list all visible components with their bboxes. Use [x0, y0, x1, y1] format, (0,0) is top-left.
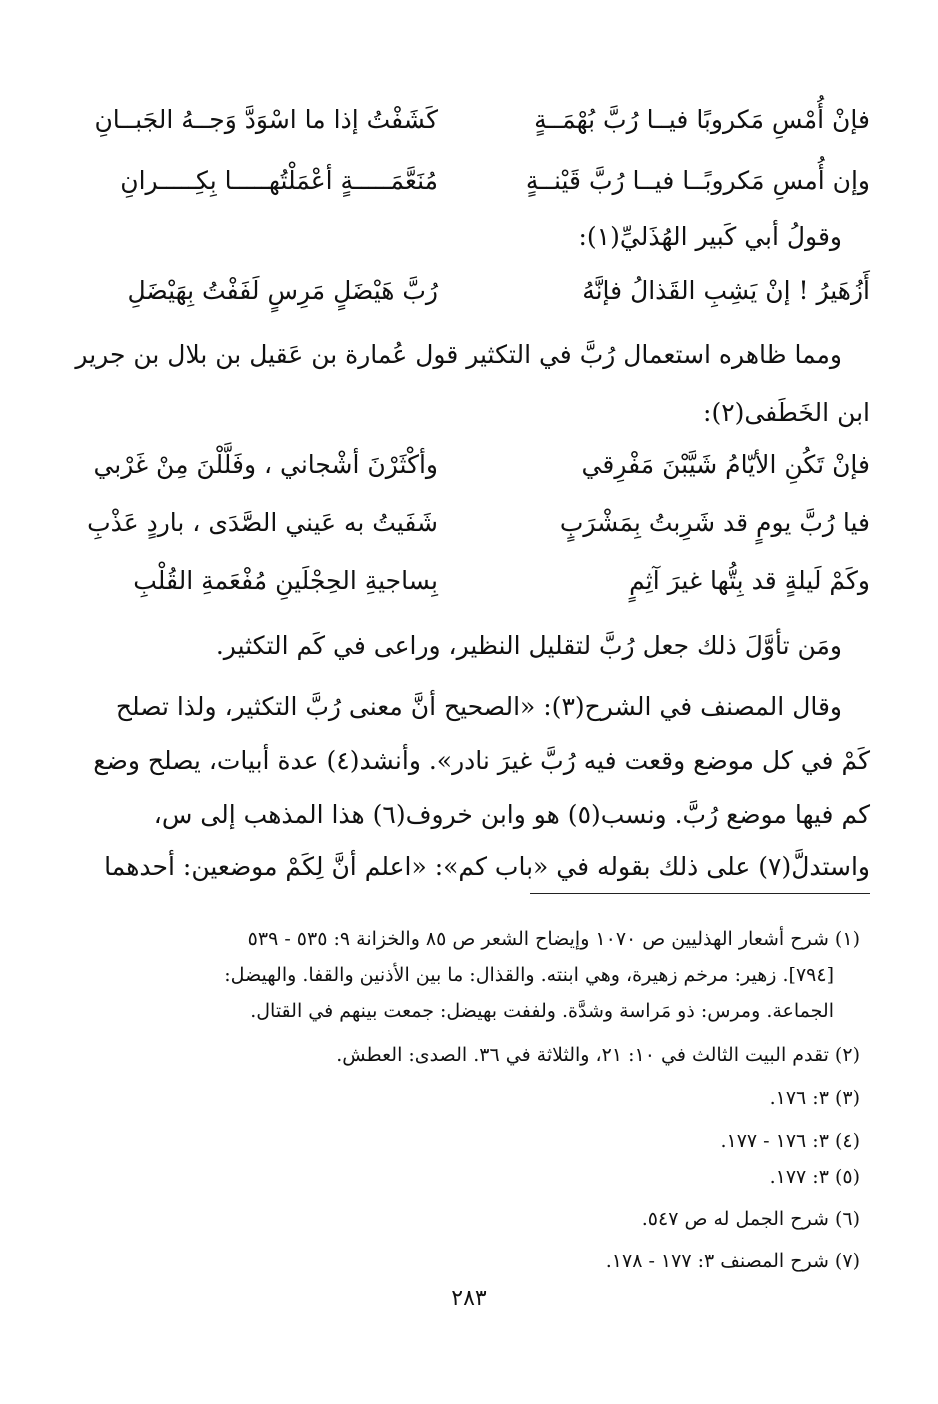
verse-line	[68, 95, 870, 145]
verse-hemistich-second: مُنَعَّمَـــــةٍ أعْمَلْتُهـــــا بِكِـــــرانِ	[120, 166, 438, 195]
footnote: (٤) ٣: ١٧٦ - ١٧٧.	[720, 1130, 860, 1152]
paragraph-line: ومَن تأوَّلَ ذلك جعل رُبَّ لتقليل النظير، وراعى في كَم التكثير.	[215, 631, 842, 660]
footnote: (٥) ٣: ١٧٧.	[769, 1166, 860, 1188]
intro-line: وقولُ أبي كَبير الهُذَليِّ(١):	[578, 222, 842, 251]
verse-line	[68, 266, 870, 316]
verse-hemistich-second: رُبَّ هَيْضَلٍ مَرِسٍ لَفَفْتُ بِهَيْضَلِ	[127, 276, 438, 305]
footnote-divider	[530, 893, 870, 894]
verse-hemistich-second: كَشَفْتُ إذا ما اسْوَدَّ وَجــهُ الجَبــانِ	[94, 105, 438, 134]
paragraph-line: كَمْ في كل موضع وقعت فيه رُبَّ غيرَ نادر». وأنشد(٤) عدة أبيات، يصلح وضع	[93, 746, 870, 775]
verse-hemistich-first: فإنْ تَكُنِ الأيّامُ شَيَّبْنَ مَفْرِقي	[581, 450, 870, 479]
verse-hemistich-first: فإنْ أُمْسِ مَكروبًا فيــا رُبَّ بُهْمَــةٍ	[534, 105, 870, 134]
verse-hemistich-second: وأكْثَرْنَ أشْجاني ، وفَلَّلْنَ مِنْ غَرْبي	[93, 450, 438, 479]
verse-hemistich-first: وإن أُمسِ مَكروبًــا فيــا رُبَّ قَيْنــةٍ	[525, 166, 870, 195]
verse-line	[68, 498, 870, 548]
paragraph-line: ومما ظاهره استعمال رُبَّ في التكثير قول عُمارة بن عَقيل بن بلال بن جرير	[75, 340, 842, 369]
footnote-continuation: الجماعة. ومرس: ذو مَراسة وشدَّة. ولففت بهيضل: جمعت بينهم في القتال.	[250, 1000, 834, 1022]
verse-line	[68, 156, 870, 206]
footnote: (١) شرح أشعار الهذليين ص ١٠٧٠ وإيضاح الشعر ص ٨٥ والخزانة ٩: ٥٣٥ - ٥٣٩	[247, 928, 860, 950]
footnote: (٣) ٣: ١٧٦.	[769, 1087, 860, 1109]
footnote: (٧) شرح المصنف ٣: ١٧٧ - ١٧٨.	[605, 1250, 860, 1272]
footnote: (٦) شرح الجمل له ص ٥٤٧.	[641, 1208, 860, 1230]
paragraph-line: ابن الخَطَفى(٢):	[703, 398, 870, 427]
verse-hemistich-second: بِساجيةِ الحِجْلَينِ مُفْعَمةِ القُلْبِ	[133, 566, 438, 595]
verse-line	[68, 440, 870, 490]
page-number: ٢٨٣	[451, 1286, 487, 1311]
verse-hemistich-first: وكَمْ لَيلةٍ قد بِتُّها غيرَ آثِمٍ	[629, 566, 870, 595]
paragraph-line: كم فيها موضع رُبَّ. ونسب(٥) هو وابن خروف(٦) هذا المذهب إلى س،	[153, 800, 870, 829]
footnote: (٢) تقدم البيت الثالث في ١٠: ٢١، والثلاثة في ٣٦. الصدى: العطش.	[336, 1044, 860, 1066]
verse-hemistich-first: أَزُهَيرُ ! إنْ يَشِبِ القَذالُ فإنَّهُ	[582, 276, 870, 305]
footnote-continuation: [٧٩٤]. زهير: مرخم زهيرة، وهي ابنته. والقذال: ما بين الأذنين والقفا. والهيضل:	[224, 964, 834, 986]
paragraph-line: واستدلَّ(٧) على ذلك بقوله في «باب كم»: «اعلم أنَّ لِكَمْ موضعين: أحدهما	[104, 852, 870, 881]
verse-hemistich-first: فيا رُبَّ يومٍ قد شَرِبتُ بِمَشْرَبٍ	[559, 508, 870, 537]
paragraph-line: وقال المصنف في الشرح(٣): «الصحيح أنَّ معنى رُبَّ التكثير، ولذا تصلح	[115, 692, 842, 721]
verse-hemistich-second: شَفَيتُ به عَيني الصَّدَى ، باردٍ عَذْبِ	[87, 508, 438, 537]
verse-line	[68, 556, 870, 606]
